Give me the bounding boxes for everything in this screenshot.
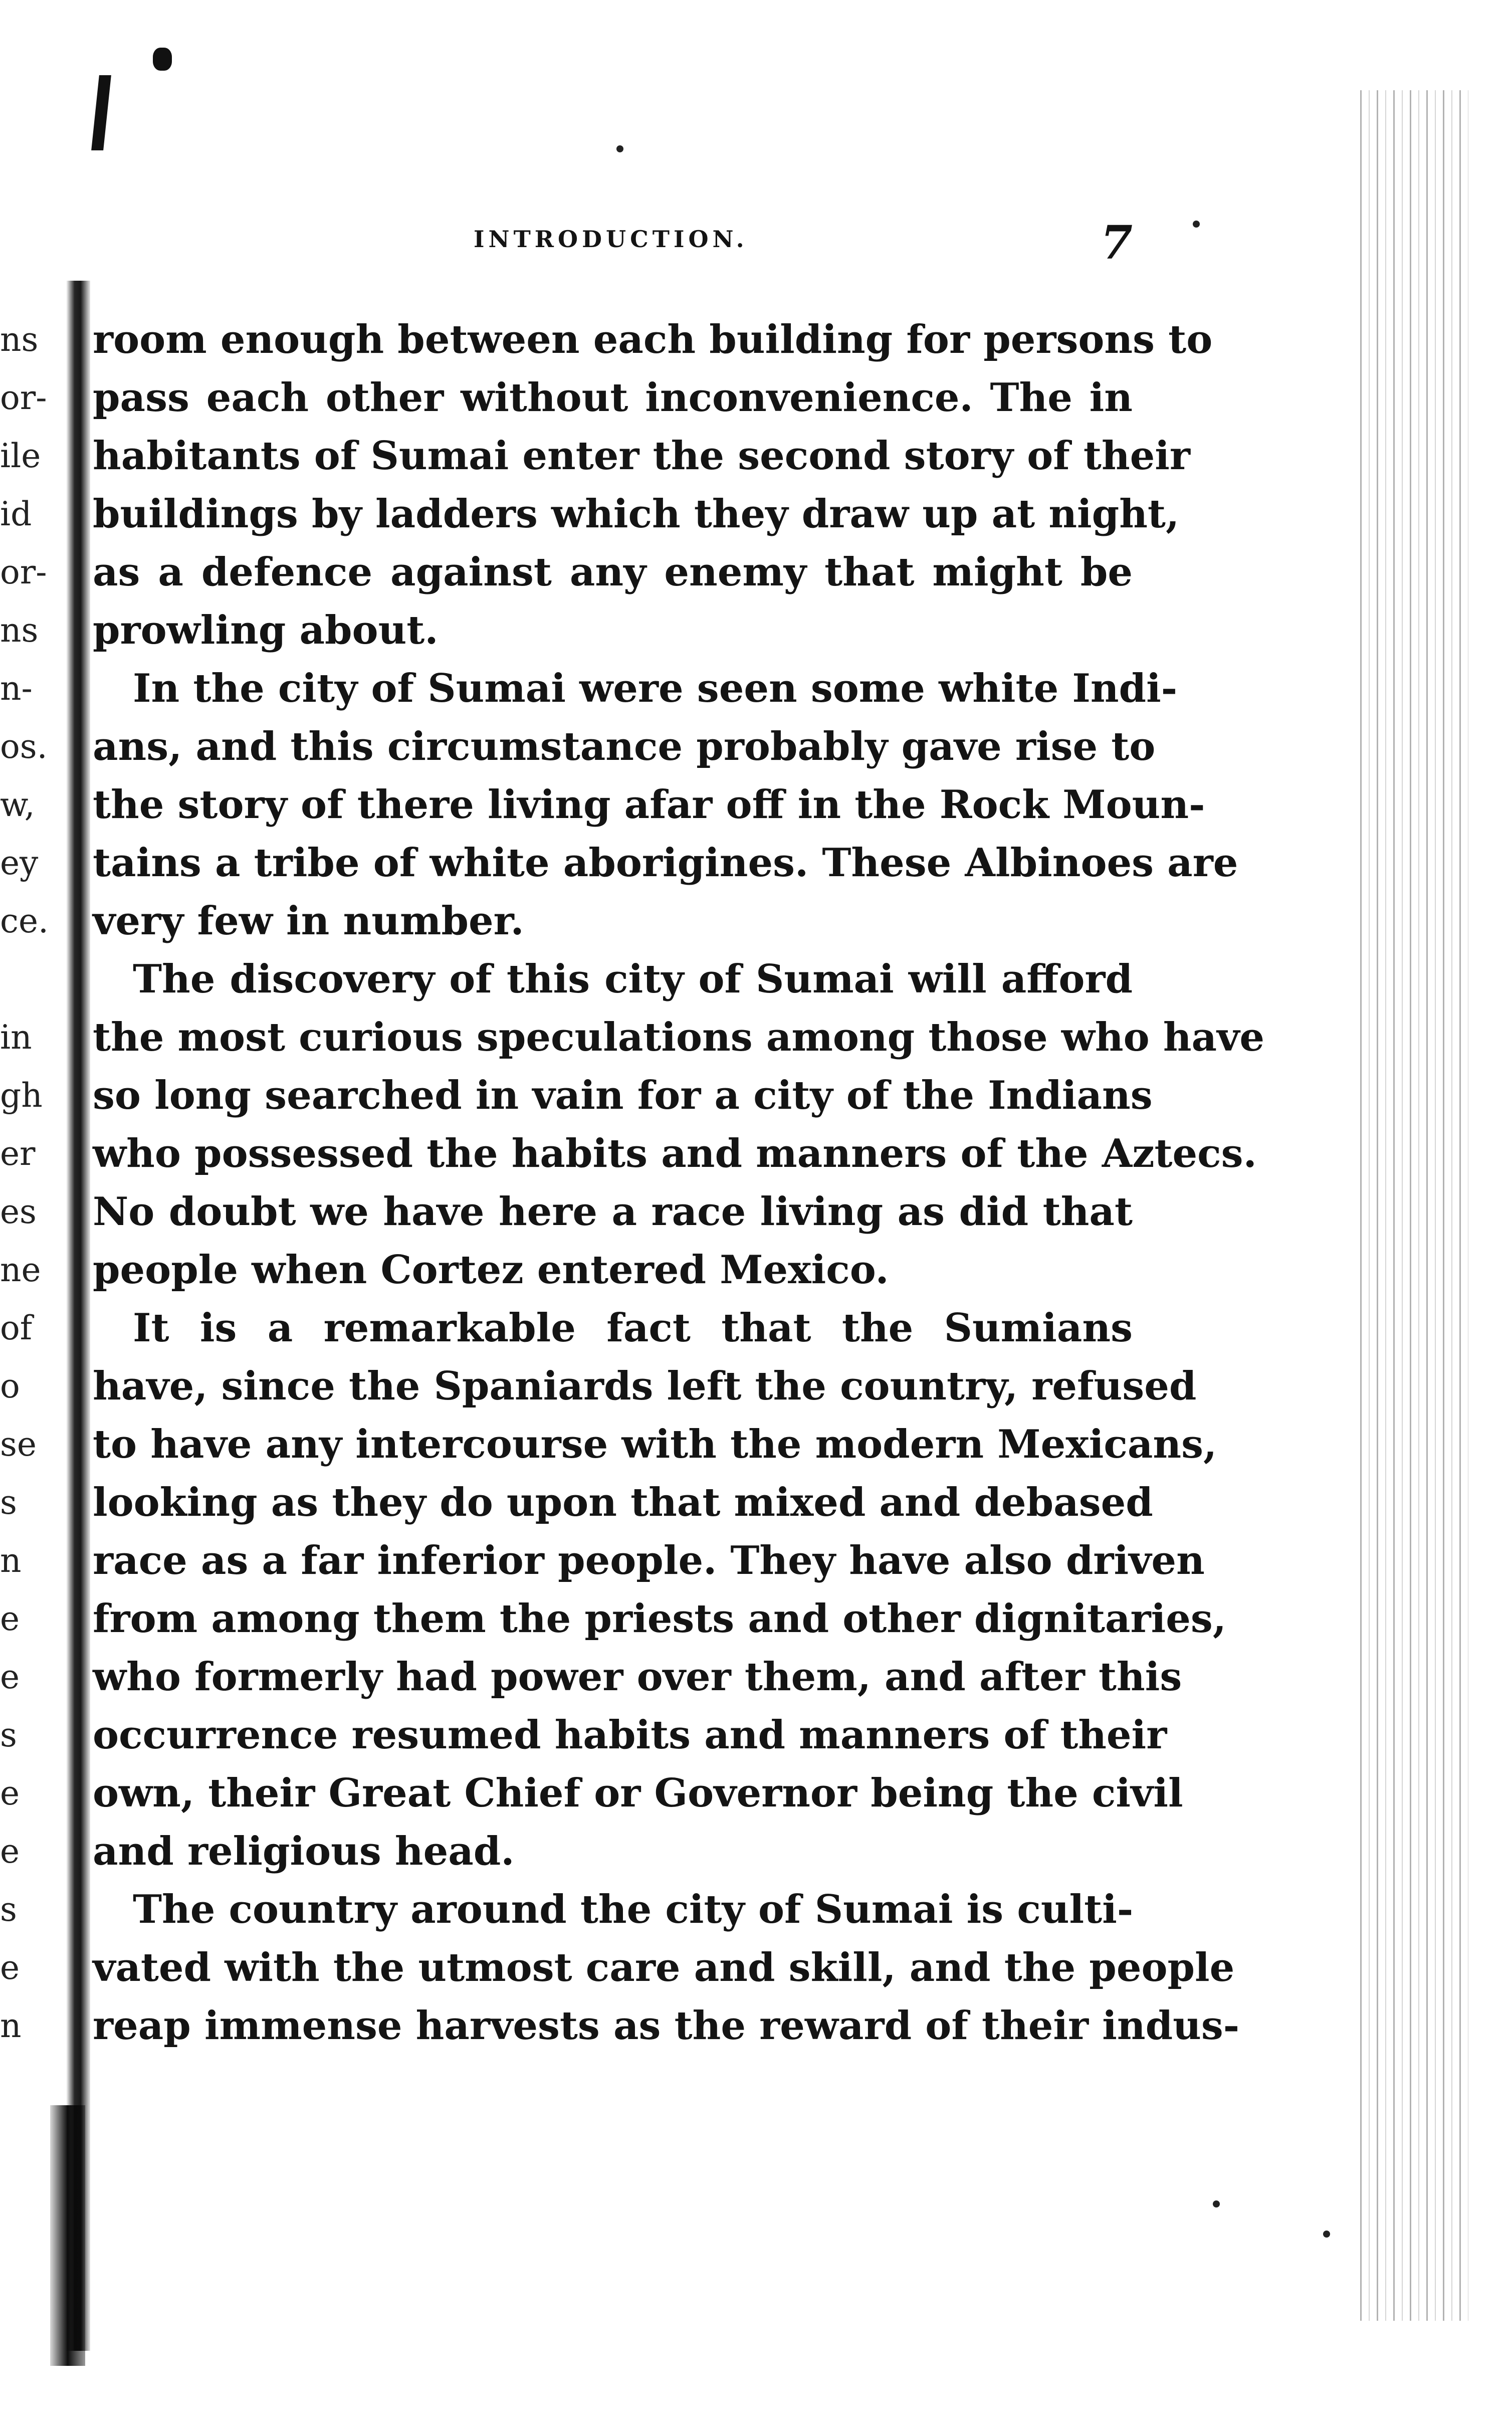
margin-fragment: e bbox=[0, 1948, 20, 1987]
margin-fragment: e bbox=[0, 1832, 20, 1871]
margin-fragment: se bbox=[0, 1425, 37, 1464]
text-line: occurrence resumed habits and manners of their bbox=[93, 1712, 1167, 1758]
text-line: vated with the utmost care and skill, and the people bbox=[93, 1945, 1235, 1990]
text-line: and religious head. bbox=[93, 1829, 515, 1874]
margin-fragment: s bbox=[0, 1716, 17, 1754]
ink-speck bbox=[616, 145, 623, 152]
margin-fragment: n bbox=[0, 1541, 22, 1580]
binding-shadow bbox=[66, 281, 90, 2351]
text-line: No doubt we have here a race living as did that bbox=[93, 1189, 1133, 1235]
margin-fragment: n- bbox=[0, 669, 33, 708]
margin-fragment: of bbox=[0, 1309, 33, 1347]
margin-fragment bbox=[0, 950, 65, 1009]
text-line: buildings by ladders which they draw up at night, bbox=[93, 491, 1180, 537]
margin-fragment: e bbox=[0, 1599, 20, 1638]
text-line: race as a far inferior people. They have also driven bbox=[93, 1538, 1205, 1583]
margin-fragment: ns bbox=[0, 611, 39, 650]
margin-fragment: n bbox=[0, 2006, 22, 2045]
text-line: from among them the priests and other dignitaries, bbox=[93, 1596, 1226, 1642]
text-line: tains a tribe of white aborigines. These Albinoes are bbox=[93, 840, 1238, 886]
text-line: the story of there living afar off in the Rock Moun- bbox=[93, 782, 1205, 828]
body-text bbox=[93, 311, 1265, 2055]
margin-fragment: gh bbox=[0, 1076, 43, 1115]
text-line: The country around the city of Sumai is culti- bbox=[133, 1887, 1134, 1932]
text-line: room enough between each building for persons to bbox=[93, 317, 1213, 362]
text-line: reap immense harvests as the reward of their indus- bbox=[93, 2003, 1240, 2049]
running-head bbox=[93, 216, 1133, 276]
margin-fragment: e bbox=[0, 1774, 20, 1812]
text-line: have, since the Spaniards left the country, refused bbox=[93, 1363, 1197, 1409]
margin-fragment: s bbox=[0, 1483, 17, 1522]
ink-mark bbox=[91, 75, 111, 150]
page-number: 7 bbox=[1100, 216, 1133, 270]
text-line: It is a remarkable fact that the Sumians bbox=[133, 1305, 1133, 1351]
margin-fragment: or- bbox=[0, 378, 47, 417]
margin-fragment: ey bbox=[0, 844, 39, 882]
text-line: prowling about. bbox=[93, 608, 439, 653]
margin-fragment: e bbox=[0, 1658, 20, 1696]
margin-fragment: w, bbox=[0, 785, 35, 824]
ink-speck bbox=[1323, 2231, 1330, 2238]
ink-speck bbox=[1213, 2200, 1220, 2207]
running-title: INTRODUCTION. bbox=[474, 226, 748, 253]
margin-fragment: es bbox=[0, 1192, 37, 1231]
margin-fragment: ile bbox=[0, 437, 41, 475]
text-line: so long searched in vain for a city of the Indians bbox=[93, 1073, 1153, 1118]
text-line: who formerly had power over them, and after this bbox=[93, 1654, 1182, 1700]
text-line: who possessed the habits and manners of the Aztecs. bbox=[93, 1131, 1257, 1176]
text-line: very few in number. bbox=[93, 898, 524, 944]
facing-page-fragments bbox=[0, 311, 65, 2055]
margin-fragment: or- bbox=[0, 553, 47, 591]
page-edge-shadow bbox=[1353, 90, 1468, 2321]
margin-fragment: ce. bbox=[0, 902, 49, 940]
text-line: habitants of Sumai enter the second story of their bbox=[93, 433, 1191, 479]
text-line: as a defence against any enemy that might be bbox=[93, 549, 1133, 595]
text-line: looking as they do upon that mixed and debased bbox=[93, 1480, 1153, 1525]
margin-fragment: in bbox=[0, 1018, 32, 1057]
margin-fragment: id bbox=[0, 495, 32, 533]
margin-fragment: s bbox=[0, 1890, 17, 1929]
margin-fragment: os. bbox=[0, 727, 48, 766]
ink-speck bbox=[1193, 221, 1200, 228]
text-line: In the city of Sumai were seen some white Indi- bbox=[133, 666, 1178, 711]
ink-spot bbox=[153, 48, 172, 71]
text-line: The discovery of this city of Sumai will afford bbox=[133, 956, 1133, 1002]
margin-fragment: o bbox=[0, 1367, 20, 1405]
margin-fragment: er bbox=[0, 1134, 36, 1173]
text-line: people when Cortez entered Mexico. bbox=[93, 1247, 889, 1293]
text-line: the most curious speculations among those who have bbox=[93, 1015, 1265, 1060]
text-line: own, their Great Chief or Governor being the civil bbox=[93, 1770, 1183, 1816]
text-line: to have any intercourse with the modern Mexicans, bbox=[93, 1422, 1217, 1467]
text-line: ans, and this circumstance probably gave rise to bbox=[93, 724, 1156, 769]
binding-shadow-foot bbox=[50, 2105, 85, 2366]
text-line: pass each other without inconvenience. The in bbox=[93, 375, 1133, 421]
margin-fragment: ns bbox=[0, 320, 39, 359]
margin-fragment: ne bbox=[0, 1251, 41, 1289]
